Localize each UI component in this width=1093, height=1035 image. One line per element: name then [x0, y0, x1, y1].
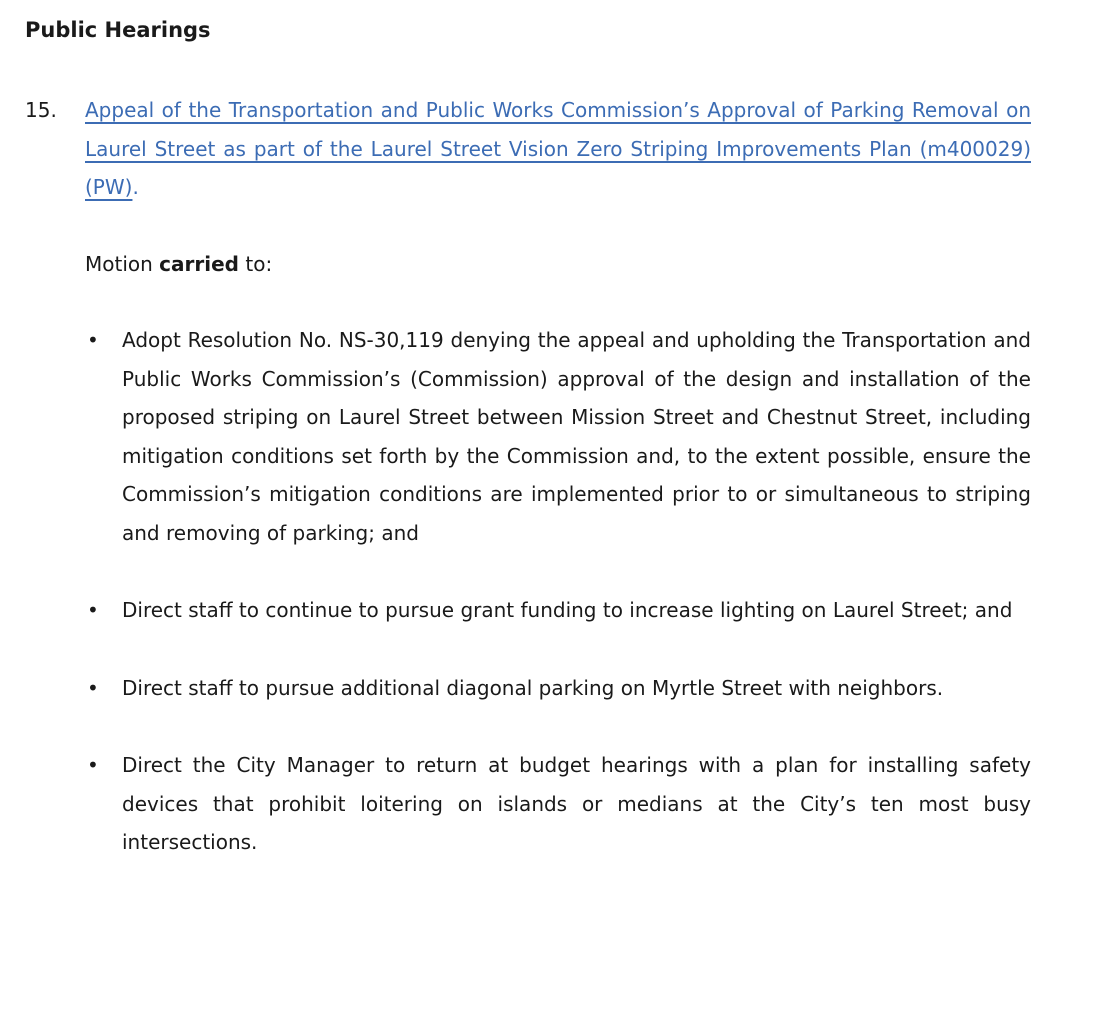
motion-result-line	[85, 245, 1031, 284]
agenda-item-15	[25, 91, 1031, 207]
motion-bullet-item	[85, 746, 1031, 862]
bullet-icon: •	[87, 753, 99, 777]
bullet-text: Direct staff to pursue additional diagonal parking on Myrtle Street with neighbors.	[122, 675, 944, 700]
bullet-text: Direct staff to continue to pursue grant funding to increase lighting on Laurel Street; and	[122, 598, 1013, 622]
motion-suffix: to:	[245, 251, 273, 276]
bullet-text: Direct the City Manager to return at budget hearings with a plan for installing safety devices that prohibit loitering on islands or medians at the City’s ten most busy intersections.	[122, 753, 1031, 854]
motion-bullet-item	[85, 591, 1031, 630]
bullet-text: Adopt Resolution No. NS-30,119 denying the appeal and upholding the Transportation and Public Works Commission’s (Commission) approval of the design and installation of the proposed striping on Laurel Street between Mission Street and Chestnut Street, including mitigation conditions set forth by the Commission and, to the extent possible, ensure the Commission’s mitigation conditions are implemented prior to or simultaneous to striping and removing of parking; and	[122, 328, 1031, 545]
bullet-icon: •	[87, 598, 99, 622]
agenda-item-title	[85, 91, 1031, 207]
section-heading: Public Hearings	[25, 18, 211, 42]
agenda-item-number: 15.	[25, 98, 57, 122]
motion-verb: carried	[159, 251, 239, 276]
agenda-item-link-period: .	[132, 175, 139, 199]
bullet-icon: •	[87, 675, 99, 700]
motion-bullet-item	[85, 669, 1031, 708]
motion-bullet-item	[85, 321, 1031, 552]
motion-bullet-list	[25, 321, 1031, 862]
agenda-item-link[interactable]: Appeal of the Transportation and Public Works Commission’s Approval of Parking Removal on Laurel Street as part of the Laurel Street Vision Zero Striping Improvements Plan (m400029) (PW)	[85, 98, 1031, 199]
bullet-icon: •	[87, 328, 99, 352]
motion-prefix: Motion	[85, 251, 153, 276]
